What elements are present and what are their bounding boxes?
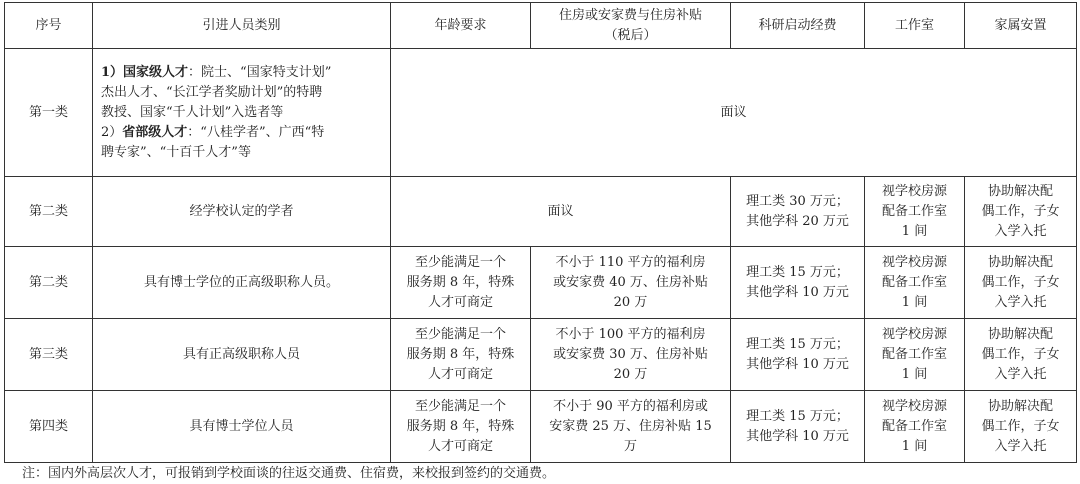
row1-cat-line5: 聘专家”、“十百千人才”等 bbox=[101, 144, 251, 160]
table-row bbox=[5, 391, 1077, 463]
header-housing-line2: （税后） bbox=[604, 27, 657, 43]
row4-age-line1: 至少能满足一个 bbox=[414, 326, 506, 342]
table-row bbox=[5, 177, 1077, 247]
row4-age-line2: 服务期 8 年，特殊 bbox=[406, 346, 515, 362]
row3-housing-line1: 不小于 110 平方的福利房 bbox=[555, 254, 706, 270]
row4-seq: 第三类 bbox=[5, 319, 93, 391]
row1-category bbox=[93, 49, 391, 177]
row4-family-line2: 偶工作，子女 bbox=[981, 346, 1060, 362]
row2-studio-line3: 1 间 bbox=[901, 223, 928, 239]
row5-age-line3: 人才可商定 bbox=[427, 438, 493, 454]
row3-age bbox=[391, 247, 531, 319]
header-studio: 工作室 bbox=[865, 3, 965, 49]
row3-age-line2: 服务期 8 年，特殊 bbox=[406, 274, 515, 290]
row5-studio-line2: 配备工作室 bbox=[881, 418, 947, 434]
header-family: 家属安置 bbox=[965, 3, 1077, 49]
row3-studio-line2: 配备工作室 bbox=[881, 274, 947, 290]
row2-fund bbox=[731, 177, 865, 247]
row5-fund-line1: 理工类 15 万元； bbox=[746, 408, 849, 424]
row5-housing-line3: 万 bbox=[623, 438, 637, 454]
row2-family-line1: 协助解决配 bbox=[987, 183, 1053, 199]
row2-studio-line2: 配备工作室 bbox=[881, 203, 947, 219]
header-category: 引进人员类别 bbox=[93, 3, 391, 49]
talent-policy-table bbox=[4, 2, 1077, 463]
row2-seq: 第二类 bbox=[5, 177, 93, 247]
row1-cat-line1 bbox=[101, 63, 386, 83]
row5-fund bbox=[731, 391, 865, 463]
row4-family-line3: 入学入托 bbox=[994, 366, 1047, 382]
row1-cat-line3: 教授、国家“千人计划”入选者等 bbox=[101, 104, 284, 120]
row1-negotiable: 面议 bbox=[391, 49, 1077, 177]
header-age: 年龄要求 bbox=[391, 3, 531, 49]
row5-age-line2: 服务期 8 年，特殊 bbox=[406, 418, 515, 434]
row5-fund-line2: 其他学科 10 万元 bbox=[746, 428, 849, 444]
row2-studio bbox=[865, 177, 965, 247]
header-fund: 科研启动经费 bbox=[731, 3, 865, 49]
row5-studio bbox=[865, 391, 965, 463]
row2-family-line3: 入学入托 bbox=[994, 223, 1047, 239]
row4-studio-line3: 1 间 bbox=[901, 366, 928, 382]
row4-studio-line2: 配备工作室 bbox=[881, 346, 947, 362]
row5-family bbox=[965, 391, 1077, 463]
row5-housing bbox=[531, 391, 731, 463]
row1-cat-line2: 杰出人才、“长江学者奖励计划”的特聘 bbox=[101, 84, 323, 100]
row4-housing-line1: 不小于 100 平方的福利房 bbox=[555, 326, 706, 342]
header-housing bbox=[531, 3, 731, 49]
row4-age bbox=[391, 319, 531, 391]
row2-family-line2: 偶工作，子女 bbox=[981, 203, 1060, 219]
row3-age-line3: 人才可商定 bbox=[427, 294, 493, 310]
row4-housing-line2: 或安家费 30 万、住房补贴 bbox=[553, 346, 708, 362]
row1-cat-line4 bbox=[101, 123, 386, 143]
row5-family-line2: 偶工作，子女 bbox=[981, 418, 1060, 434]
row2-family bbox=[965, 177, 1077, 247]
row4-fund-line1: 理工类 15 万元； bbox=[746, 336, 849, 352]
row3-fund-line2: 其他学科 10 万元 bbox=[746, 284, 849, 300]
row3-category: 具有博士学位的正高级职称人员。 bbox=[93, 247, 391, 319]
row5-age-line1: 至少能满足一个 bbox=[414, 398, 506, 414]
row4-category: 具有正高级职称人员 bbox=[93, 319, 391, 391]
row2-fund-line2: 其他学科 20 万元 bbox=[746, 213, 849, 229]
row3-housing-line2: 或安家费 40 万、住房补贴 bbox=[553, 274, 708, 290]
row3-fund-line1: 理工类 15 万元； bbox=[746, 264, 849, 280]
row3-age-line1: 至少能满足一个 bbox=[414, 254, 506, 270]
footnote: 注：国内外高层次人才，可报销到学校面谈的往返交通费、住宿费，来校报到签约的交通费。 bbox=[22, 466, 556, 481]
row4-family bbox=[965, 319, 1077, 391]
row5-studio-line3: 1 间 bbox=[901, 438, 928, 454]
row3-housing-line3: 20 万 bbox=[613, 294, 648, 310]
row3-studio bbox=[865, 247, 965, 319]
row1-seq: 第一类 bbox=[5, 49, 93, 177]
row4-housing-line3: 20 万 bbox=[613, 366, 648, 382]
row2-studio-line1: 视学校房源 bbox=[881, 183, 947, 199]
row5-seq: 第四类 bbox=[5, 391, 93, 463]
row5-housing-line2: 安家费 25 万、住房补贴 15 bbox=[549, 418, 712, 434]
row3-fund bbox=[731, 247, 865, 319]
row4-studio bbox=[865, 319, 965, 391]
row4-age-line3: 人才可商定 bbox=[427, 366, 493, 382]
row1-cat-national-label: 1）国家级人才 bbox=[101, 64, 189, 80]
row5-family-line1: 协助解决配 bbox=[987, 398, 1053, 414]
row4-fund-line2: 其他学科 10 万元 bbox=[746, 356, 849, 372]
header-housing-line1: 住房或安家费与住房补贴 bbox=[558, 7, 702, 23]
row4-family-line1: 协助解决配 bbox=[987, 326, 1053, 342]
row5-category: 具有博士学位人员 bbox=[93, 391, 391, 463]
row1-cat-provincial-label: 省部级人才 bbox=[122, 124, 188, 140]
header-row bbox=[5, 3, 1077, 49]
row2-fund-line1: 理工类 30 万元； bbox=[746, 193, 849, 209]
row3-studio-line3: 1 间 bbox=[901, 294, 928, 310]
row4-housing bbox=[531, 319, 731, 391]
row3-family-line3: 入学入托 bbox=[994, 294, 1047, 310]
row4-fund bbox=[731, 319, 865, 391]
row1-cat-line1-rest: ：院士、“国家特支计划” bbox=[188, 64, 332, 80]
row2-category: 经学校认定的学者 bbox=[93, 177, 391, 247]
row5-studio-line1: 视学校房源 bbox=[881, 398, 947, 414]
row3-family-line1: 协助解决配 bbox=[987, 254, 1053, 270]
row3-family bbox=[965, 247, 1077, 319]
row3-family-line2: 偶工作，子女 bbox=[981, 274, 1060, 290]
table-row bbox=[5, 319, 1077, 391]
row4-studio-line1: 视学校房源 bbox=[881, 326, 947, 342]
row5-housing-line1: 不小于 90 平方的福利房或 bbox=[553, 398, 708, 414]
row1-cat-line4-rest: ：“八桂学者”、广西“特 bbox=[187, 124, 325, 140]
table-row bbox=[5, 247, 1077, 319]
row3-seq: 第二类 bbox=[5, 247, 93, 319]
row5-age bbox=[391, 391, 531, 463]
row3-studio-line1: 视学校房源 bbox=[881, 254, 947, 270]
row3-housing bbox=[531, 247, 731, 319]
row2-negotiable: 面议 bbox=[391, 177, 731, 247]
header-seq: 序号 bbox=[5, 3, 93, 49]
row5-family-line3: 入学入托 bbox=[994, 438, 1047, 454]
table-row bbox=[5, 49, 1077, 177]
row1-cat-line4-pre: 2） bbox=[101, 124, 123, 140]
